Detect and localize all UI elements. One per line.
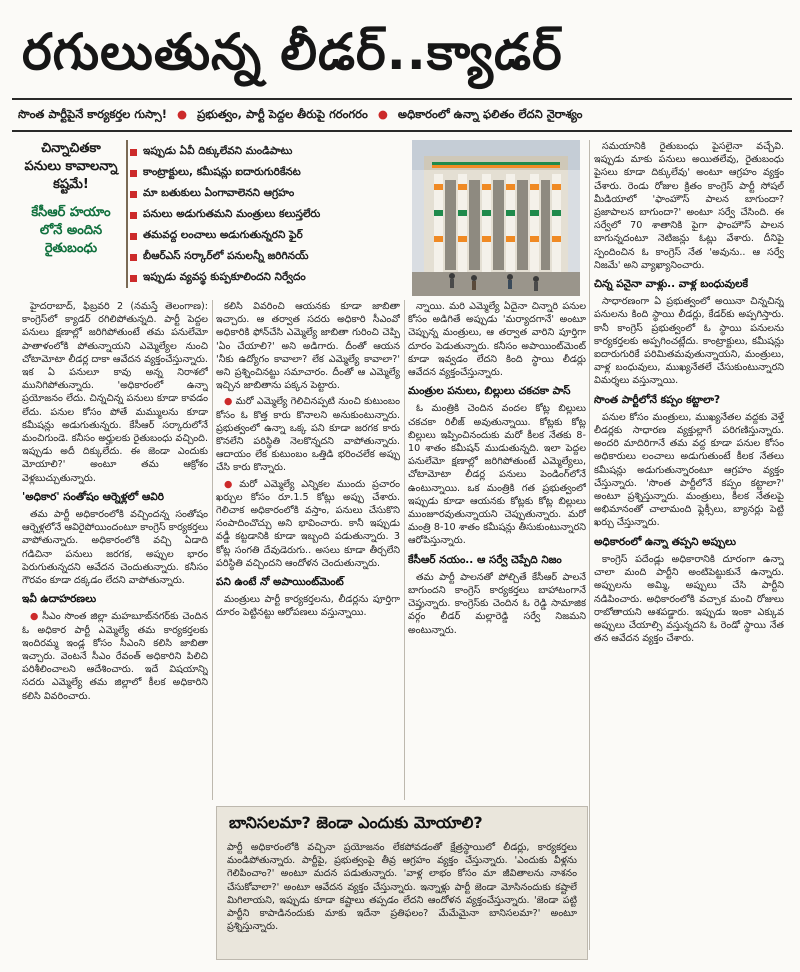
paragraph: ఓ మంత్రికి చెందిన వందల కోట్ల బిల్లులు చకచకా రిలీజ్ అవుతున్నాయి. కోట్లకు కోట్ల బిల్లులు ఇప్పించినందుకు మరో కీలక నేతకు 8-10 శాతం కమీషన్ ముడుతున్నది. ఇలా పెద్దల పనులేమో క్షణాల్లో జరిగిపోతుంటే ఎమ్మెల్యేలు, చోటామోటా లీడర్ల పనులు పెండింగ్‌లోనే ఉంటున్నాయి. ఒక మంత్రికి గత ప్రభుత్వంలో ఇప్పుడు కూడా ఆయనకు కోట్లకు కోట్ల బిల్లులు ముంజూరవుతున్నాయని చెప్పుతున్నారు. మరో మంత్రి 8-10 శాతం కమీషన్లు తీసుకుంటున్నారని ఆరోపిస్తున్నారు. [408, 403, 586, 547]
subdeck-rule [12, 130, 792, 132]
paragraph: తమ పార్టీ పాలనతో పోల్చితే కేసీఆర్ పాలనే బాగుందని కాంగ్రెస్ కార్యకర్తలు బాహాటంగానే చెప్తున్నారు. కాంగ్రెస్‌కు చెందిన ఓ రెడ్డి సామాజిక వర్గం లీడర్ మల్లారెడ్డి సర్వే నిజమని అంటున్నారు. [408, 571, 586, 636]
bullet-item: పనులు అడుగుతమని మంత్రులు కలుస్తలేరు [130, 205, 400, 226]
bullet-square-icon [130, 254, 137, 261]
green-heading: కేసీఆర్ హయాం లోనే అందిన రైతుబంధు [31, 205, 111, 256]
subheading: అధికారంలో ఉన్నా తప్పని అప్పులు [594, 535, 737, 548]
subheading: సొంత పార్టీలోనే కప్పం కట్టాలా? [594, 393, 721, 406]
bullet-item: మా బతుకులు ఏంగావాలెనని ఆగ్రహం [130, 184, 400, 205]
subdeck-item-3: అధికారంలో ఉన్నా ఫలితం లేదని నైరాశ్యం [397, 107, 583, 121]
article-column-1 [22, 300, 208, 940]
building-photo [412, 140, 580, 296]
paragraph: సాధారణంగా ఏ ప్రభుత్వంలో అయినా చిన్నచిన్న పనులను కింది స్థాయి లీడర్లు, కేడర్‌కు అప్పగిస్తారు. కానీ కాంగ్రెస్ ప్రభుత్వంలో ఓ స్థాయి పనులను కార్యకర్తలకు అప్పగించట్లేదు. కాంట్రాక్టులు, కమీషన్లు ఐదారుగురికే పరిమితమవుతున్నాయని, మంత్రులు, వాళ్ల బంధువులు, ముఖ్యనేతలే చేసుకుంటున్నారని విమర్శలు వస్తున్నాయి. [594, 296, 784, 387]
subdeck [18, 102, 792, 126]
article-column-4 [594, 140, 784, 940]
red-heading: చిన్నాచితకా పనులు కావాలన్నా కష్టమే! [24, 141, 118, 192]
column-divider [404, 300, 405, 800]
column-divider [589, 140, 590, 950]
bullet-square-icon [130, 212, 137, 219]
box-text: పార్టీ అధికారంలోకి వచ్చినా ప్రయోజనం లేకపోవడంతో క్షేత్రస్థాయిలో లీడర్లు, కార్యకర్తలు మండిపోతున్నారు. పార్టీపై, ప్రభుత్వంపై తీవ్ర ఆగ్రహం వ్యక్తం చేస్తున్నారు. 'ఎందుకు వీళ్లను గెలిపించాం?' అంటూ మదన పడుతున్నారు. 'వాళ్ల లాభం కోసం మా జీవితాలను నాశనం చేసుకోవాలా?' అంటూ ఆవేదన వ్యక్తం చేస్తున్నారు. ఇన్నాళ్లు పార్టీ జెండా మోసినందుకు కష్టాలే మిగిలాయని, ఇప్పుడు కూడా కష్టాలు తప్పడం లేదని ఆందోళన వ్యక్తంచేస్తున్నారు. 'జెండా పట్టి పార్టీని కాపాడినందుకు మాకు ఇదేనా ప్రతిఫలం? మేమేమైనా బానిసలమా?' అంటూ ప్రశ్నిస్తున్నారు. [227, 842, 577, 933]
subheading: మంత్రుల పనులు, బిల్లులు చకచకా పాస్ [408, 385, 571, 398]
bullet-square-icon [130, 275, 137, 282]
bullet-item: ఇప్పుడు ఏవీ దిక్కులేవని మండిపాటు [130, 142, 400, 163]
subheading: చిన్న పనైనా వాళ్లు.. వాళ్ల బంధువులకే [594, 278, 748, 291]
bullet-list [130, 142, 400, 292]
article-column-3 [408, 300, 586, 800]
subheading: పని ఉంటే నో అపాయింట్‌మెంట్ [216, 576, 344, 589]
paragraph: ● మరో ఎమ్మెల్యే గెలిచినప్పటి నుంచి కుటుంబం కోసం ఓ కొత్త కారు కొనాలని అనుకుంటున్నారు. ప్రభుత్వంలో ఉన్నా ఒక్క పని కూడా జరగక కారు కొనలేని పరిస్థితి నెలకొన్నదని వాపోతున్నారు. ఆదాయం లేక కుటుంబం ఒత్తిడి భరించలేక అప్పు చేసి కారు కొన్నారు. [216, 396, 400, 474]
bullet-dot-icon: ● [224, 396, 233, 408]
paragraph: కలిసి వివరించి ఆయనకు కూడా జాబితా ఇచ్చారు. ఆ తర్వాత సదరు అధికారి సీఎంవో అధికారికి ఫోన్‌చేసి ఎమ్మెల్యే జాబితా గురించి చెప్పి 'ఏం చేయాలి?' అని అడిగారు. దీంతో ఆయన 'నీకు ఉద్యోగం కావాలా? లేక ఎమ్మెల్యే కావాలా?' అని ప్రశ్నించినట్టు సమాచారం. దీంతో ఆ ఎమ్మెల్యే ఇచ్చిన జాబితాను పక్కన పెట్టారు. [216, 301, 400, 392]
article-column-2 [216, 300, 400, 800]
bullet-square-icon [130, 170, 137, 177]
paragraph: న్నాయి. మరి ఎమ్మెల్యే ఏదైనా చిన్నారి పనుల కోసం అడిగితే అప్పుడు 'మర్యాదగానే' అంటూ చెప్పున్న మంత్రులు, ఆ తర్వాత వారిని పూర్తిగా దూరం పెడుతున్నారు. కనీసం అపాయింట్‌మెంట్ కూడా ఇవ్వడం లేదని కింది స్థాయి లీడర్లు ఆవేదన వ్యక్తంచేస్తున్నారు. [408, 301, 586, 379]
bullet-item: తమవద్ద లంచాలు అడుగుతున్నరని ఫైర్ [130, 226, 400, 247]
paragraph: తమ పార్టీ అధికారంలోకి వచ్చిందన్న సంతోషం ఆర్నెళ్లలోనే ఆవిరైపోయిందంటూ కాంగ్రెస్ కార్యకర్తలు వాపోతున్నారు. అధికారంలోకి వచ్చి ఏడాది గడిచినా పనులు జరగక, అప్పుల భారం పెరుగుతున్నదని ఆవేదన చెందుతున్నారు. కనీసం గౌరవం కూడా దక్కడం లేదని వాపోతున్నారు. [22, 509, 208, 587]
paragraph: పనుల కోసం మంత్రులు, ముఖ్యనేతల వద్దకు వెళ్తే లీడర్లకు సాధారణ వ్యక్తుల్లాగే పరిగణిస్తున్నారు. అందరి మాదిరిగానే తమ వద్ద కూడా పనుల కోసం అధికారులు లంచాలు అడుగుతుంటే కీలక నేతలు కమీషన్లు అడుగుతున్నారంటూ ఆగ్రహం వ్యక్తం చేస్తున్నారు. 'సొంత పార్టీలోనే కప్పం కట్టాలా?' అంటూ ప్రశ్నిస్తున్నారు. మంత్రులు, కీలక నేతలపై అభిమానంతో చాలామంది ఫ్లెక్సీలు, బ్యానర్లు పెట్టి ఖర్చు చేస్తున్నారు. [594, 411, 784, 529]
bullet-dot-icon: ● [377, 107, 388, 121]
bullet-item: ఇప్పుడు వ్యవస్థ కుప్పకూలిందని నిర్వేదం [130, 268, 400, 289]
bullet-square-icon [130, 233, 137, 240]
left-panel [22, 140, 128, 288]
subheading: 'అధికార' సంతోషం ఆర్నెళ్లలో ఆవిరి [22, 490, 164, 503]
paragraph: మంత్రులు పార్టీ కార్యకర్తలను, లీడర్లను పూర్తిగా దూరం పెట్టినట్టు ఆరోపణలు వస్తున్నాయి. [216, 594, 400, 619]
box-title: బానిసలమా? జెండా ఎందుకు మోయాలి? [229, 813, 483, 832]
subheading: కేసీఆర్ నయం.. ఆ సర్వే చెప్పేది నిజం [408, 553, 562, 566]
paragraph: కాంగ్రెస్ పదేండ్లు అధికారానికి దూరంగా ఉన్నా చాలా మంది పార్టీని అంటిపెట్టుకునే ఉన్నారు. అప్పులను అమ్మి, అప్పులు చేసి పార్టీని నడిపించారు. అధికారంలోకి వచ్చాక మంచి రోజులు రాబోతాయని ఆశపడ్డారు. ఇప్పుడు ఇంకా ఎక్కువ అప్పులు చేయాల్సి వస్తున్నదని ఓ రెండో స్థాయి నేత తన ఆవేదన వ్యక్తం చేశారు. [594, 553, 784, 645]
paragraph: ● సీఎం సొంత జిల్లా మహబూబ్‌నగర్‌కు చెందిన ఓ అధికార పార్టీ ఎమ్మెల్యే తమ కార్యకర్తలకు ఇందిరమ్మ ఇండ్ల కోసం సీఎంని కలిసి జాబితా ఇచ్చారు. వెంటనే సీఎం రేవంత్ అధికారిని పిలిచి పరిశీలించాలని ఆదేశించారు. ఇదే విషయాన్ని సదరు ఎమ్మెల్యే తమ జిల్లాలో కీలక అధికారిని కలిసి వివరించారు. [22, 611, 208, 702]
headline: రగులుతున్న లీడర్..క్యాడర్ [22, 23, 563, 81]
top-rule [12, 98, 792, 100]
column-divider [212, 300, 213, 800]
bullet-square-icon [130, 149, 137, 156]
subheading: ఇవీ ఉదాహరణలు [22, 593, 97, 606]
paragraph: ● మరో ఎమ్మెల్యే ఎన్నికల ముందు ప్రచారం ఖర్చుల కోసం రూ.1.5 కోట్లు అప్పు చేశారు. గెలిచాక అధికారంలోకి వస్తాం, పనులు చేసుకొని సంపాదించొచ్చు అని భావించారు. కానీ ఇప్పుడు వడ్డీ కట్టడానికి కూడా ఇబ్బంది పడుతున్నారు. 3 కోట్ల సంగతి దేవుడెరుగు.. అసలు కూడా తీర్చలేని పరిస్థితి వచ్చిందని ఆందోళన చెందుతున్నారు. [216, 478, 400, 569]
bullet-dot-icon: ● [30, 611, 40, 623]
bullet-item: బీఆర్‌ఎస్ సర్కార్‌లో పనులన్నీ జరిగినయ్ [130, 247, 400, 268]
subdeck-item-1: సొంత పార్టీపైనే కార్యకర్తల గుస్సా! [18, 107, 168, 121]
bullet-dot-icon: ● [177, 107, 188, 121]
gandhi-bhavan-building-image [412, 140, 580, 296]
subdeck-item-2: ప్రభుత్వం, పార్టీ పెద్దల తీరుపై గరంగరం [197, 107, 368, 121]
boxed-story [216, 806, 588, 960]
paragraph: సమయానికి రైతుబంధు పైసలైనా వచ్చేవి. ఇప్పుడు మాకు పనులు అయితలేవు, రైతుబంధు పైసలు కూడా దిక్కులేవు' అంటూ ఆగ్రహం వ్యక్తం చేశారు. రెండు రోజుల క్రితం కాంగ్రెస్ పార్టీ సోషల్ మీడియాలో 'ఫాంహౌస్ పాలన బాగుందా? ప్రజాపాలన బాగుందా?' అంటూ సర్వే చేసింది. ఈ సర్వేలో 70 శాతానికి పైగా ఫాంహౌస్ పాలన బాగున్నదంటూ నెటిజన్లు ఓట్లు వేశారు. దీనిపై స్పందించిన ఓ కాంగ్రెస్ నేత 'అవును.. ఆ సర్వే నిజమే' అని వ్యాఖ్యానించారు. [594, 141, 784, 271]
bullet-square-icon [130, 191, 137, 198]
bullet-item: కాంట్రాక్టులు, కమీషన్లు ఐదారుగురికేనట [130, 163, 400, 184]
paragraph: హైదరాబాద్, ఫిబ్రవరి 2 (నమస్తే తెలంగాణ): కాంగ్రెస్‌లో క్యాడర్ రగిలిపోతున్నది. పార్టీ పెద్దల పనులు క్షణాల్లో జరిగిపోతుంటే తమ పనులేమో పాతాళంలోకి పోతున్నాయని ఎమ్మెల్యేల నుంచి చోటామోటా లీడర్ల దాకా ఆవేదన వ్యక్తంచేస్తున్నారు. ఇక ఏ పనులూ కావు అన్న నిరాశలో మునిగిపోతున్నారు. 'అధికారంలో ఉన్నా ప్రయోజనం లేదు. చిన్నచిన్న పనులు కూడా కావడం లేదు. పనుల కోసం పోతే మమ్ములను కూడా కమీషన్లు అడుగుతున్నరు. కేసీఆర్ సర్కారులోనే మంచిగుండె. కనీసం అర్హులకు రైతుబంధు వచ్చింది. ఇప్పుడు అదీ దిక్కులేదు. ఈ జెండా ఎందుకు మోయాలి?' అంటూ తమ ఆక్రోశం వెళ్లబుచ్చుతున్నారు. [22, 301, 208, 484]
bullet-dot-icon: ● [224, 478, 237, 490]
